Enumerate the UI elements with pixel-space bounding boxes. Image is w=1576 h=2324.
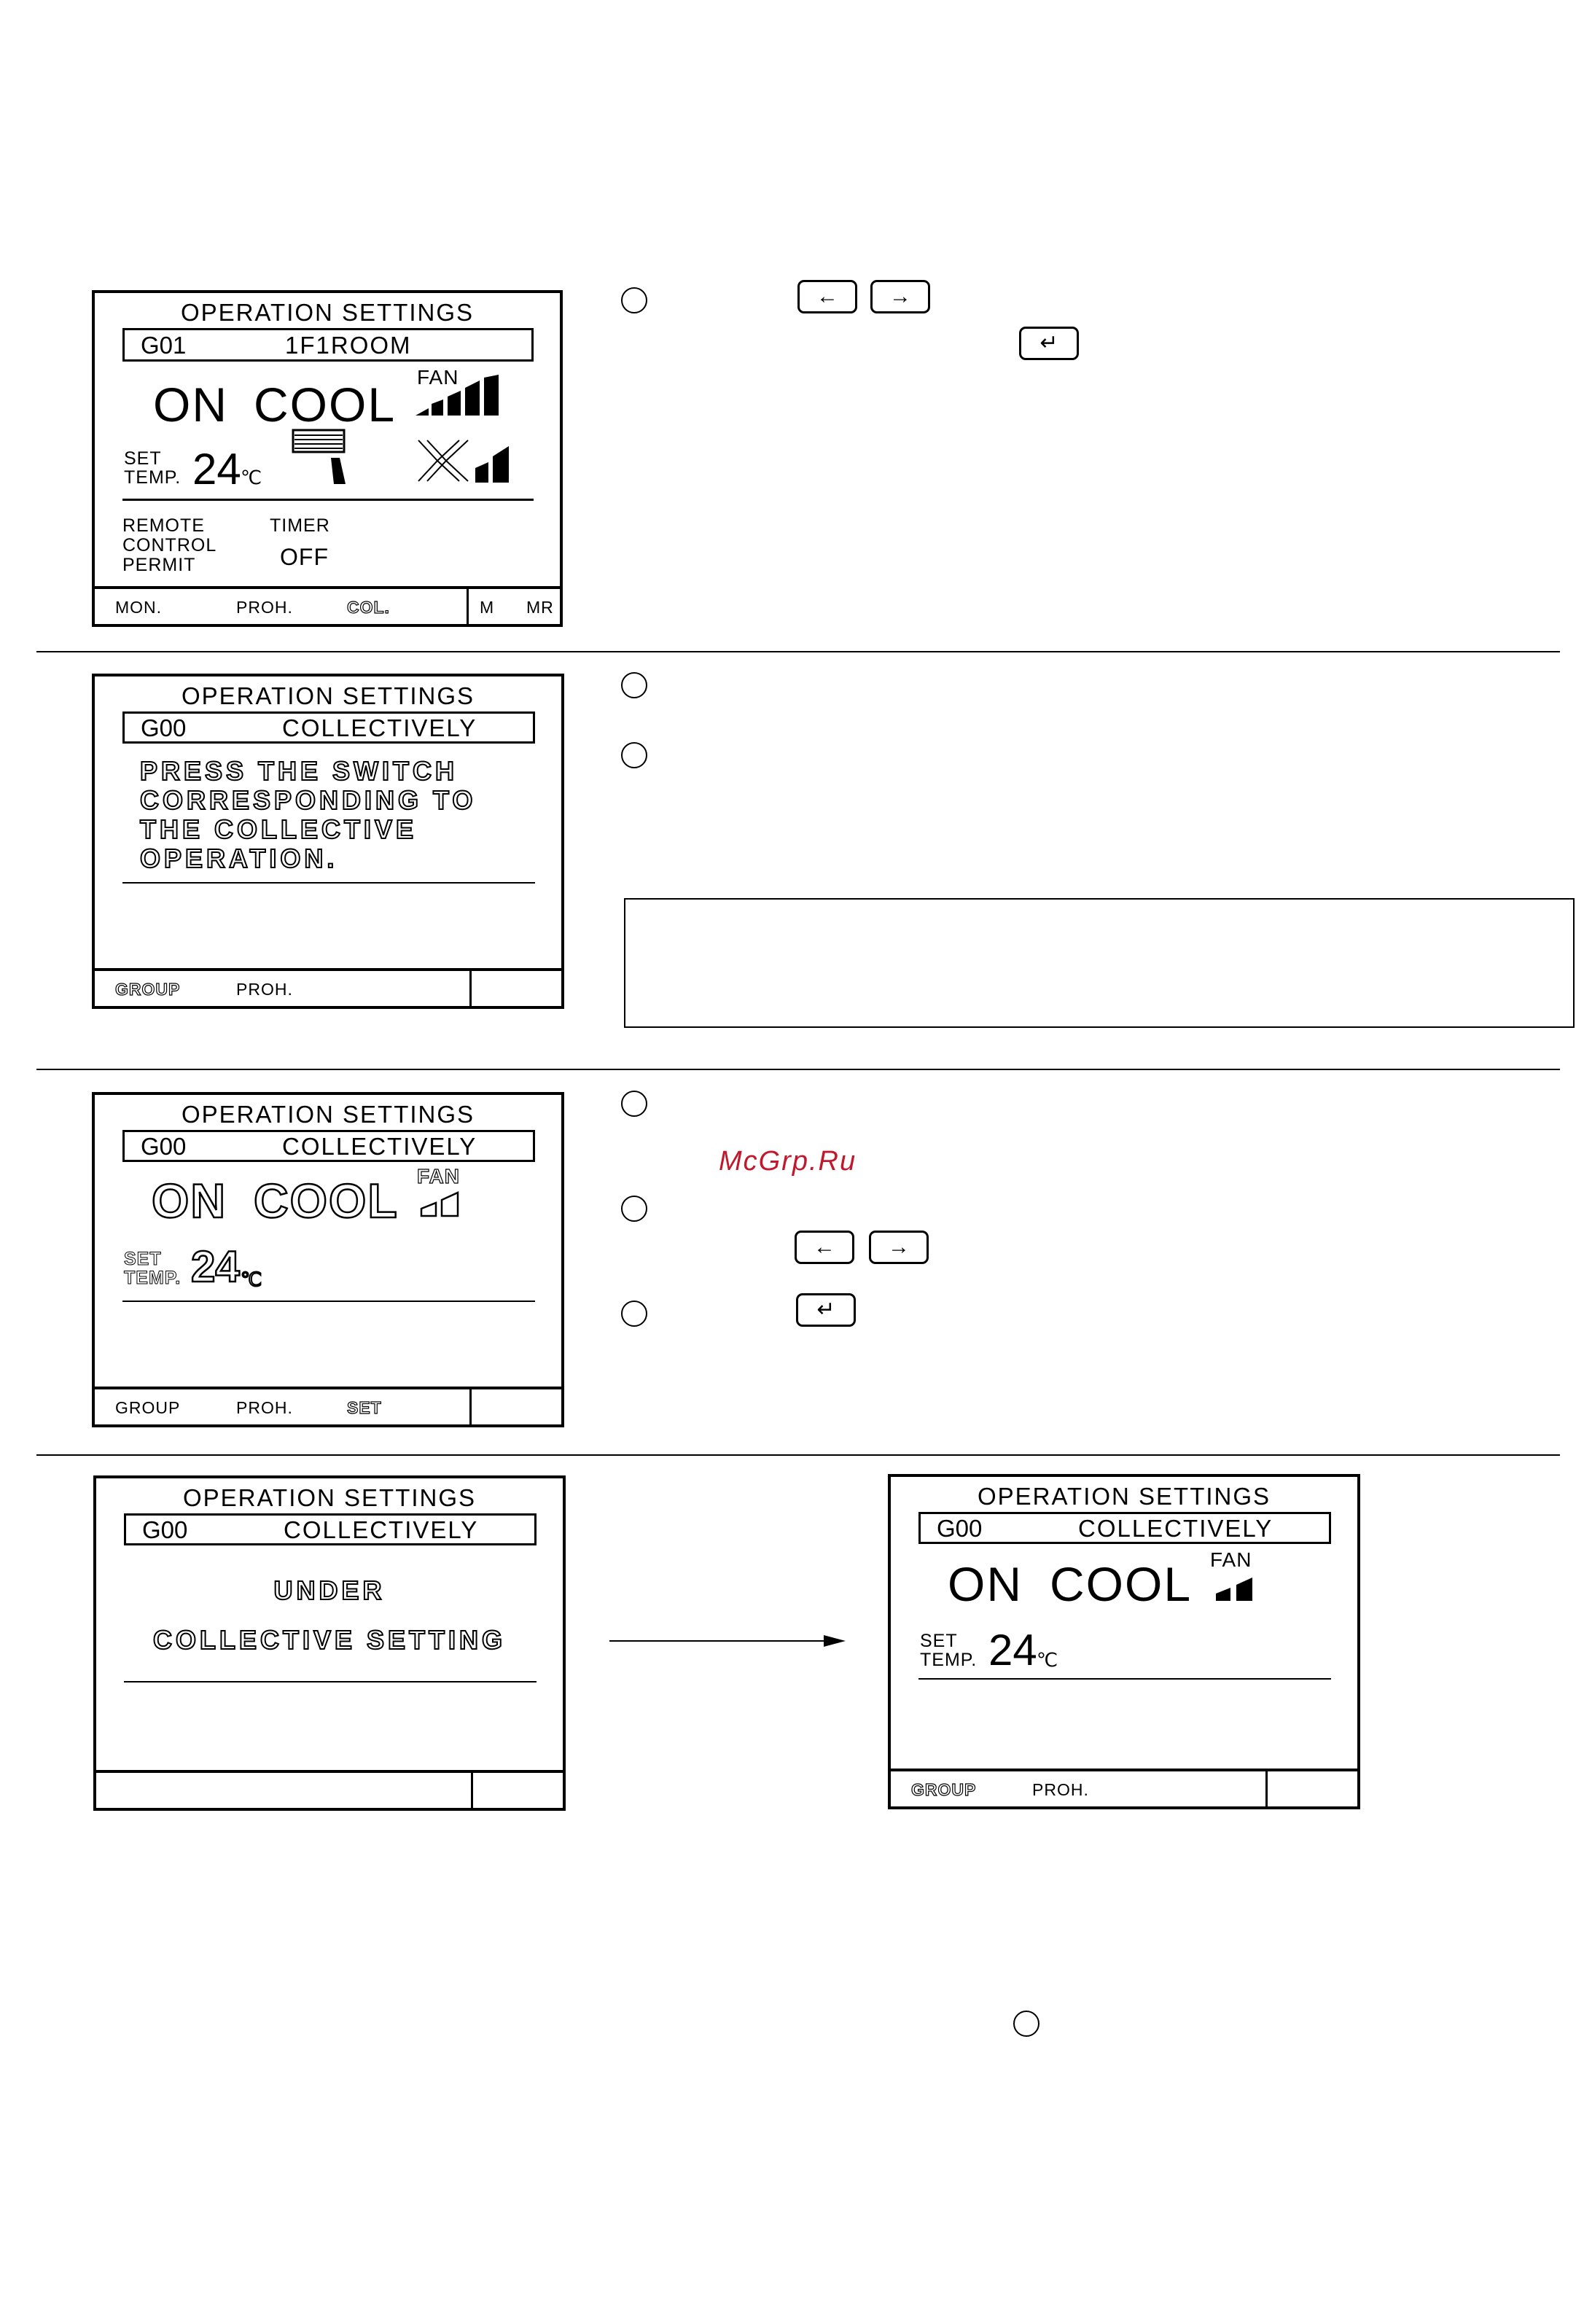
group-name: COLLECTIVELY: [284, 1516, 479, 1543]
footer-separator: [1265, 1771, 1268, 1806]
footer-proh: PROH.: [236, 1398, 293, 1417]
group-id: G00: [141, 714, 187, 741]
divider-rule: [122, 499, 534, 501]
remote-control-label-1: REMOTE: [122, 515, 205, 536]
footer-proh: PROH.: [236, 980, 293, 999]
status-line-1: UNDER: [273, 1575, 386, 1605]
footer-separator: [467, 589, 469, 624]
set-temperature: 24: [988, 1626, 1037, 1674]
footer-separator: [469, 1389, 472, 1424]
footer-separator: [471, 1773, 473, 1808]
panel-title: OPERATION SETTINGS: [182, 1484, 477, 1511]
temp-label: TEMP.: [920, 1650, 978, 1670]
step-circle: [621, 742, 647, 768]
right-arrow-key[interactable]: →: [870, 280, 930, 313]
enter-key[interactable]: ↵: [1019, 327, 1079, 360]
footer-separator: [469, 971, 472, 1006]
status-on: ON: [153, 378, 228, 432]
panel-footer: [891, 1769, 1357, 1806]
instruction-line-3: THE COLLECTIVE: [140, 814, 418, 844]
group-id: G00: [142, 1516, 188, 1543]
panel-title: OPERATION SETTINGS: [180, 299, 475, 326]
group-id: G00: [937, 1515, 983, 1542]
lcd-panel-3: [92, 1092, 564, 1427]
panel-footer: [96, 1770, 563, 1808]
fan-label: FAN: [417, 366, 459, 389]
status-line-2: COLLECTIVE SETTING: [152, 1625, 506, 1655]
step-circle: [621, 1301, 647, 1327]
divider-rule: [918, 1678, 1331, 1680]
group-name: 1F1ROOM: [285, 332, 412, 359]
note-box: [624, 898, 1575, 1028]
left-arrow-key[interactable]: ←: [797, 280, 857, 313]
celsius-unit: ℃: [241, 1268, 262, 1290]
step-circle: [621, 287, 647, 313]
set-label: SET: [124, 448, 162, 469]
enter-key[interactable]: ↵: [796, 1293, 856, 1327]
instruction-line-2: CORRESPONDING TO: [140, 785, 477, 815]
section-divider: [36, 651, 1560, 652]
group-name: COLLECTIVELY: [1078, 1515, 1273, 1542]
group-box: [122, 711, 535, 744]
footer-mr: MR: [526, 598, 554, 617]
group-box: [122, 1130, 535, 1162]
footer-proh: PROH.: [1032, 1780, 1089, 1799]
set-label: SET: [920, 1631, 958, 1651]
instruction-line-4: OPERATION.: [140, 843, 338, 873]
fan-label: FAN: [1210, 1548, 1252, 1571]
group-id: G00: [141, 1133, 187, 1160]
section-divider: [36, 1454, 1560, 1456]
divider-rule: [124, 1681, 537, 1682]
lcd-panel-4: [93, 1475, 566, 1811]
temp-label: TEMP.: [124, 1268, 182, 1288]
divider-rule: [122, 1301, 535, 1302]
section-divider: [36, 1069, 1560, 1070]
remote-control-label-3: PERMIT: [122, 555, 196, 575]
step-circle: [621, 672, 647, 698]
page-number-circle: [1013, 2011, 1039, 2037]
mode-cool: COOL: [254, 378, 397, 432]
group-id: G01: [141, 332, 187, 359]
panel-footer: [95, 586, 560, 624]
step-circle: [621, 1196, 647, 1222]
footer-m: M: [480, 598, 495, 617]
fan-speed-low-icon: [420, 1190, 464, 1219]
celsius-unit: ℃: [241, 467, 262, 488]
footer-mon: MON.: [115, 598, 163, 617]
divider-rule: [122, 882, 535, 884]
lcd-panel-1: [92, 290, 563, 627]
step-circle: [621, 1091, 647, 1117]
fan-speed-high-icon: [416, 375, 503, 418]
footer-group: GROUP: [911, 1780, 977, 1799]
remote-control-label-2: CONTROL: [122, 535, 217, 555]
left-arrow-key[interactable]: ←: [795, 1231, 854, 1264]
panel-title: OPERATION SETTINGS: [977, 1483, 1271, 1510]
footer-set: SET: [347, 1398, 382, 1417]
louver-swing-icon: [292, 429, 350, 487]
panel-title: OPERATION SETTINGS: [181, 1101, 475, 1128]
set-temperature: 24: [192, 445, 241, 494]
panel-footer: [95, 968, 561, 1006]
fan-label: FAN: [417, 1165, 460, 1188]
timer-value: OFF: [280, 544, 329, 570]
celsius-unit: ℃: [1037, 1649, 1058, 1671]
panel-footer: [95, 1387, 561, 1424]
set-temperature: 24: [191, 1242, 240, 1291]
status-on: ON: [152, 1174, 227, 1228]
footer-proh: PROH.: [236, 598, 293, 617]
lcd-panel-2: [92, 674, 564, 1009]
footer-group: GROUP: [115, 980, 181, 999]
panel-title: OPERATION SETTINGS: [181, 682, 475, 709]
watermark: McGrp.Ru: [719, 1146, 857, 1177]
status-on: ON: [948, 1557, 1023, 1611]
mode-cool: COOL: [1050, 1557, 1193, 1611]
fan-speed-low-icon: [1214, 1575, 1258, 1604]
group-name: COLLECTIVELY: [282, 1133, 477, 1160]
set-label: SET: [124, 1249, 162, 1269]
footer-col: COL.: [347, 598, 390, 617]
instruction-line-1: PRESS THE SWITCH: [140, 756, 459, 786]
temp-label: TEMP.: [124, 467, 182, 488]
transition-arrow-icon: [608, 1630, 849, 1652]
timer-label: TIMER: [270, 515, 330, 536]
group-box: [124, 1513, 537, 1545]
group-box: [122, 328, 534, 362]
group-box: [918, 1512, 1331, 1544]
group-name: COLLECTIVELY: [282, 714, 477, 741]
lcd-panel-5: [888, 1474, 1360, 1809]
right-arrow-key[interactable]: →: [869, 1231, 929, 1264]
footer-group: GROUP: [115, 1398, 181, 1417]
air-direction-auto-icon: [416, 436, 518, 487]
mode-cool: COOL: [254, 1174, 399, 1228]
